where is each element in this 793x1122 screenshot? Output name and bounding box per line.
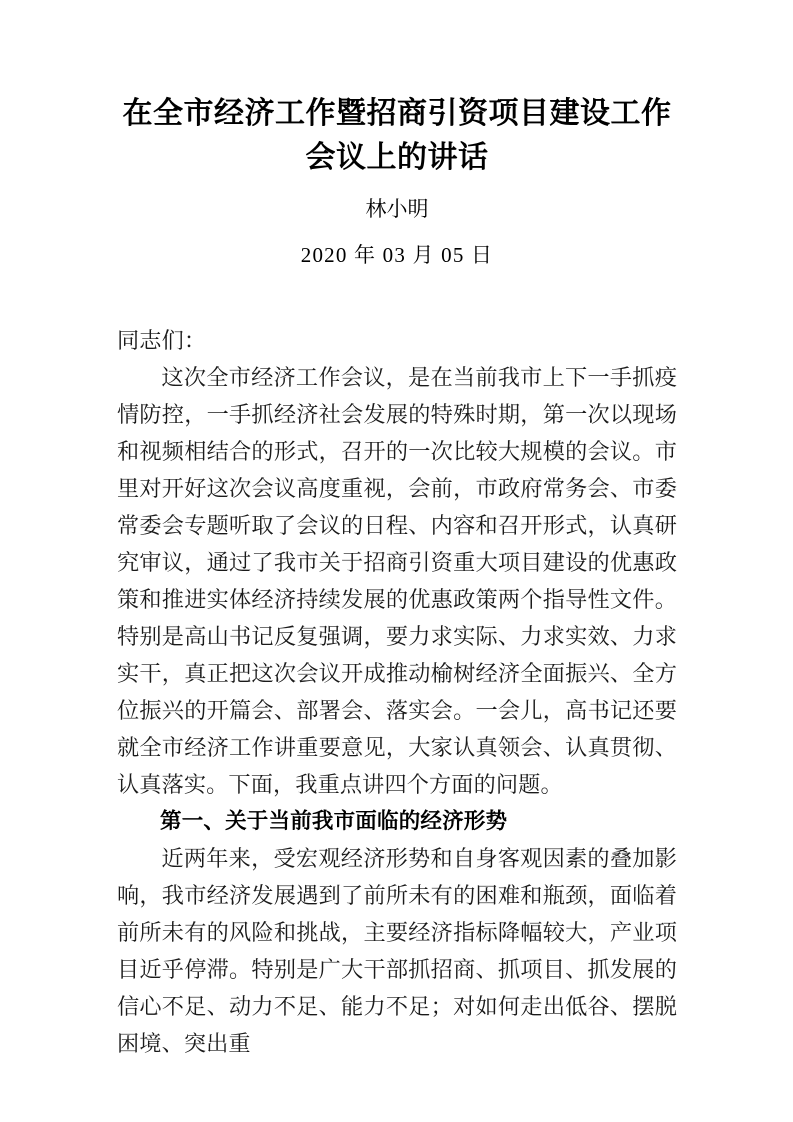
section-paragraph-1: 近两年来，受宏观经济形势和自身客观因素的叠加影响，我市经济发展遇到了前所未有的困难和瓶颈，面临着前所未有的风险和挑战，主要经济指标降幅较大，产业项目近乎停滞。特别是广大干部抓招商、抓项目、抓发展的信心不足、动力不足、能力不足；对如何走出低谷、摆脱困境、突出重 xyxy=(117,846,677,1056)
document-title-line-2: 会议上的讲话 xyxy=(305,141,489,174)
document-body xyxy=(117,270,677,1062)
document-title xyxy=(117,0,677,180)
document-date: 2020 年 03 月 05 日 xyxy=(300,243,494,267)
body-paragraph-1: 这次全市经济工作会议，是在当前我市上下一手抓疫情防控，一手抓经济社会发展的特殊时期，第一次以现场和视频相结合的形式，召开的一次比较大规模的会议。市里对开好这次会议高度重视，会前，市政府常务会、市委常委会专题听取了会议的日程、内容和召开形式，认真研究审议，通过了我市关于招商引资重大项目建设的优惠政策和推进实体经济持续发展的优惠政策两个指导性文件。特别是高山书记反复强调，要力求实际、力求实效、力求实干，真正把这次会议开成推动榆树经济全面振兴、全方位振兴的开篇会、部署会、落实会。一会儿，高书记还要就全市经济工作讲重要意见，大家认真领会、认真贯彻、认真落实。下面，我重点讲四个方面的问题。 xyxy=(117,365,677,797)
document-author: 林小明 xyxy=(365,197,429,221)
document-title-line-1: 在全市经济工作暨招商引资项目建设工作 xyxy=(122,97,672,130)
salutation-line: 同志们： xyxy=(117,328,207,353)
document-content-column xyxy=(117,0,677,1062)
section-heading-1: 第一、关于当前我市面临的经济形势 xyxy=(160,809,508,833)
